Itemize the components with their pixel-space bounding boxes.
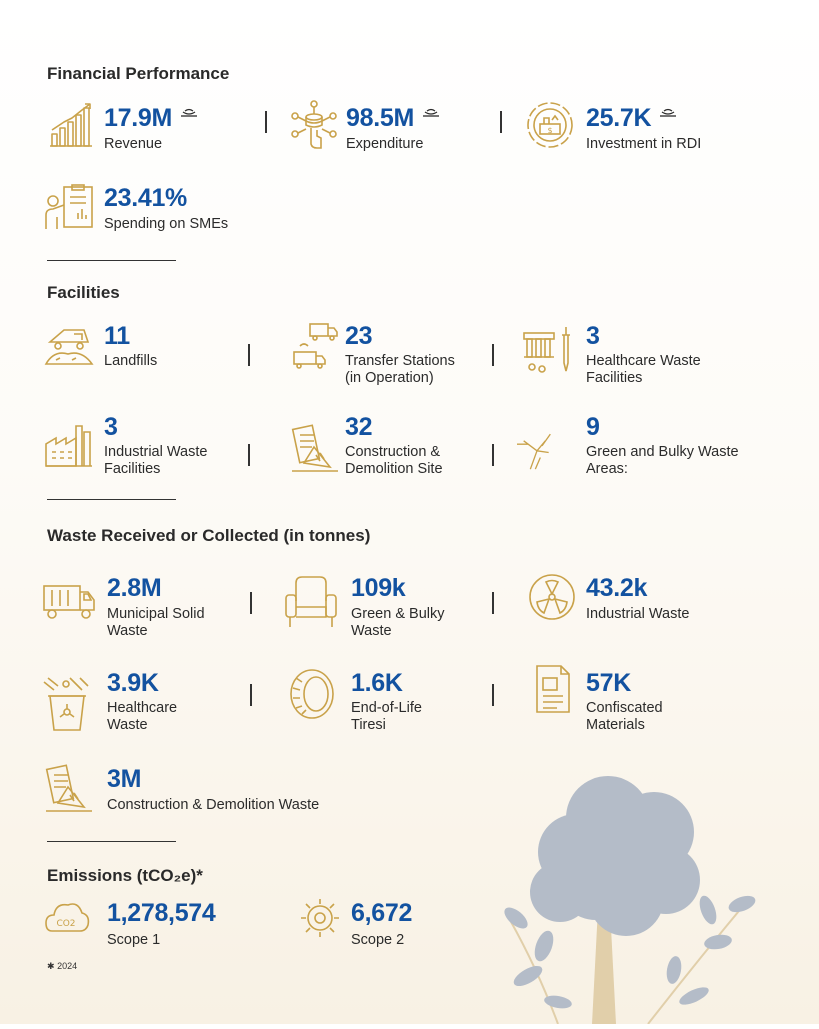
factory-icon xyxy=(44,418,94,468)
stat-value-landfills: 11 xyxy=(104,322,130,350)
stat-label-healthcare-facilities-2: Facilities xyxy=(586,370,643,386)
separator xyxy=(492,592,494,614)
stat-value-expenditure: 98.5M xyxy=(346,104,440,133)
document-icon xyxy=(533,664,573,714)
dump-truck-icon xyxy=(44,320,94,370)
tree-branch-icon xyxy=(512,425,562,475)
separator xyxy=(492,444,494,466)
stat-label-confiscated-1: Confiscated xyxy=(586,700,663,716)
stat-label-scope2: Scope 2 xyxy=(351,932,405,948)
stat-label-healthcare-waste-2: Waste xyxy=(107,717,148,733)
stat-value-green-areas: 9 xyxy=(586,413,600,441)
stat-label-green-bulky-1: Green & Bulky xyxy=(351,606,445,622)
stat-label-scope1: Scope 1 xyxy=(107,932,161,948)
stat-label-green-areas-2: Areas: xyxy=(586,461,628,477)
investment-cycle-icon xyxy=(525,100,575,150)
stat-value-rdi: 25.7K xyxy=(586,104,677,133)
section-title-emissions: Emissions (tCO₂e)* xyxy=(47,866,203,885)
stat-label-rdi: Investment in RDI xyxy=(586,136,702,152)
stat-label-cd-site-1: Construction & xyxy=(345,444,441,460)
stat-value-transfer: 23 xyxy=(345,322,373,350)
stat-label-industrial-waste: Industrial Waste xyxy=(586,606,690,622)
separator xyxy=(248,444,250,466)
stat-value-scope2: 6,672 xyxy=(351,899,413,927)
stat-label-msw-1: Municipal Solid xyxy=(107,606,205,622)
stat-label-healthcare-waste-1: Healthcare xyxy=(107,700,178,716)
currency-icon xyxy=(659,108,677,118)
section-title-financial: Financial Performance xyxy=(47,64,230,83)
stat-label-healthcare-facilities-1: Healthcare Waste xyxy=(586,353,701,369)
svg-text:$: $ xyxy=(547,126,553,135)
stat-label-tires-2: Tiresi xyxy=(351,717,386,733)
section-title-facilities: Facilities xyxy=(47,283,120,302)
stat-label-cd-waste: Construction & Demolition Waste xyxy=(107,797,320,813)
stat-value-industrial-facilities: 3 xyxy=(104,413,118,441)
medical-vials-icon xyxy=(522,325,572,375)
separator xyxy=(250,592,252,614)
radiation-icon xyxy=(527,572,577,622)
stat-value-cd-waste: 3M xyxy=(107,765,142,793)
tree-illustration xyxy=(498,770,768,1024)
armchair-icon xyxy=(284,575,338,631)
stat-label-landfills: Landfills xyxy=(104,353,158,369)
debris-icon xyxy=(44,763,94,813)
stat-value-revenue: 17.9M xyxy=(104,104,198,133)
stat-value-healthcare-waste: 3.9K xyxy=(107,669,159,697)
debris-icon xyxy=(290,423,340,473)
stat-label-msw-2: Waste xyxy=(107,623,148,639)
growth-chart-icon xyxy=(46,100,96,150)
stat-label-transfer-2: (in Operation) xyxy=(345,370,434,386)
separator xyxy=(265,111,267,133)
section-title-waste: Waste Received or Collected (in tonnes) xyxy=(47,526,371,545)
stat-label-expenditure: Expenditure xyxy=(346,136,424,152)
presenter-board-icon xyxy=(44,183,94,233)
biohazard-bin-icon xyxy=(40,674,94,732)
stat-value-healthcare-facilities: 3 xyxy=(586,322,600,350)
stat-value-confiscated: 57K xyxy=(586,669,631,697)
divider xyxy=(47,499,176,500)
coins-network-icon xyxy=(289,100,339,150)
currency-icon xyxy=(422,108,440,118)
stat-label-green-bulky-2: Waste xyxy=(351,623,392,639)
stat-value-msw: 2.8M xyxy=(107,574,162,602)
currency-icon xyxy=(180,108,198,118)
stat-label-confiscated-2: Materials xyxy=(586,717,645,733)
gear-cycle-icon xyxy=(299,897,341,939)
separator xyxy=(250,684,252,706)
stat-label-tires-1: End-of-Life xyxy=(351,700,422,716)
separator xyxy=(500,111,502,133)
stat-label-industrial-facilities-2: Facilities xyxy=(104,461,161,477)
stat-label-transfer-1: Transfer Stations xyxy=(345,353,455,369)
asterisk-icon: ✱ xyxy=(47,961,55,971)
garbage-truck-icon xyxy=(42,576,96,626)
stat-value-smes: 23.41% xyxy=(104,184,187,212)
separator xyxy=(492,344,494,366)
svg-text:CO2: CO2 xyxy=(56,919,76,929)
footnote-year: 2024 xyxy=(57,961,78,971)
stat-label-revenue: Revenue xyxy=(104,136,163,152)
stat-value-green-bulky: 109k xyxy=(351,574,406,602)
divider xyxy=(47,260,176,261)
stat-value-cd-site: 32 xyxy=(345,413,373,441)
separator xyxy=(248,344,250,366)
stat-label-industrial-facilities-1: Industrial Waste xyxy=(104,444,208,460)
divider xyxy=(47,841,176,842)
footnote xyxy=(47,961,77,972)
stat-value-industrial-waste: 43.2k xyxy=(586,574,648,602)
stat-value-tires: 1.6K xyxy=(351,669,403,697)
stat-label-cd-site-2: Demolition Site xyxy=(345,461,443,477)
stat-value-scope1: 1,278,574 xyxy=(107,899,216,927)
co2-cloud-icon xyxy=(44,897,90,937)
transfer-trucks-icon xyxy=(290,320,340,370)
stat-label-green-areas-1: Green and Bulky Waste xyxy=(586,444,739,460)
tire-icon xyxy=(288,668,336,720)
stat-label-smes: Spending on SMEs xyxy=(104,216,229,232)
separator xyxy=(492,684,494,706)
